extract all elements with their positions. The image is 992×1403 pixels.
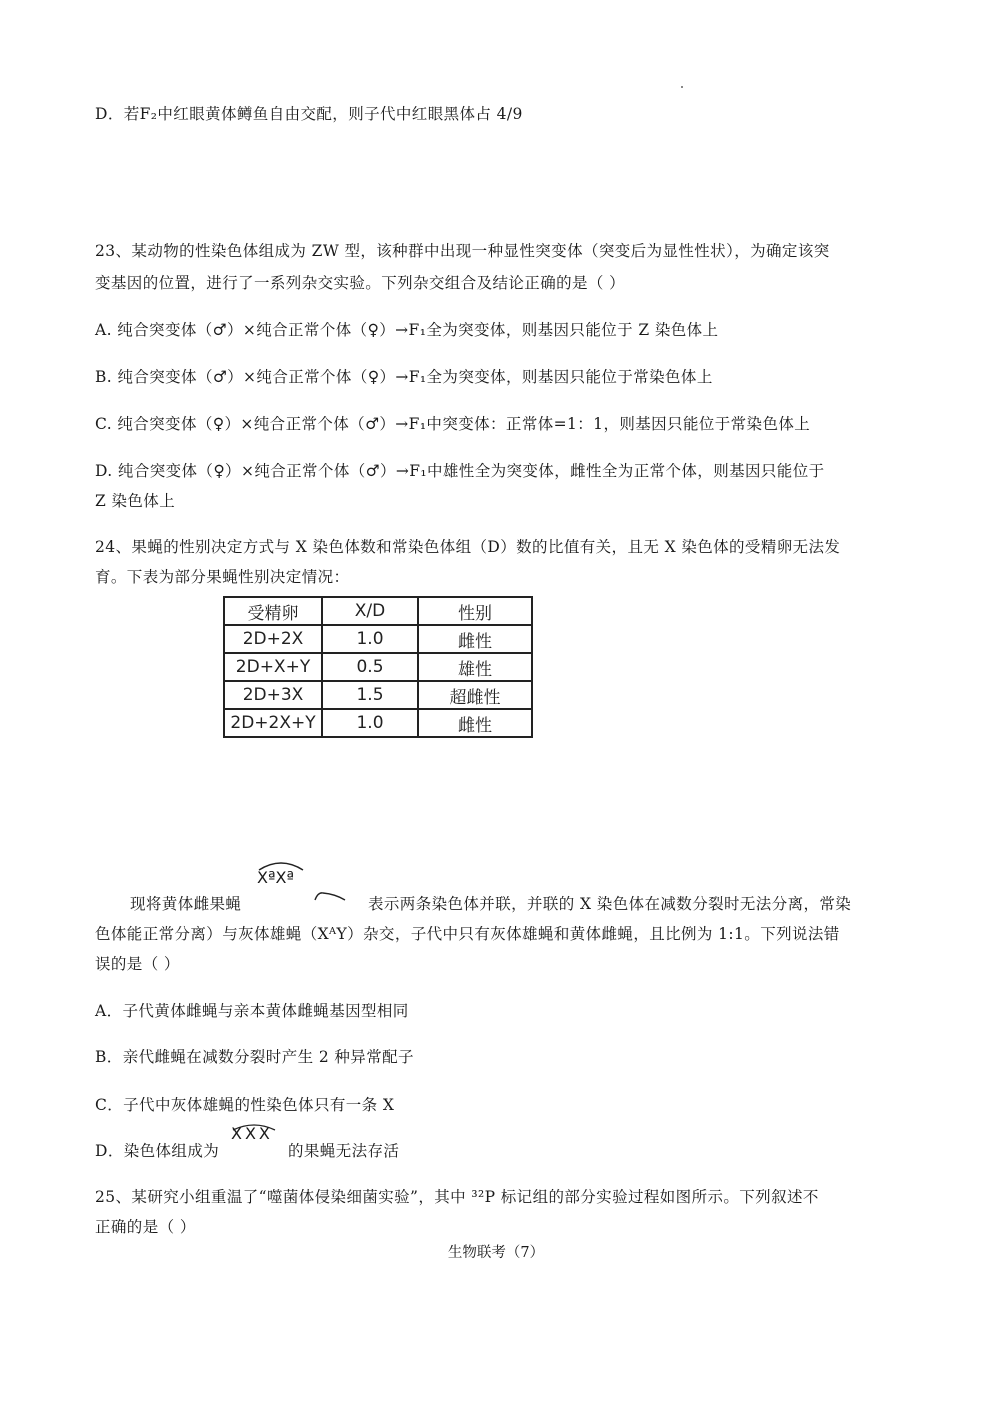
table-cell: 1.0 (322, 625, 418, 653)
q23-option-a: A. 纯合突变体（♂）×纯合正常个体（♀）→F₁全为突变体，则基因只能位于 Z 染色体上 (95, 321, 719, 339)
sex-determination-table (223, 596, 533, 738)
table-cell: 2D+3X (224, 681, 322, 709)
q24-stem-line-2: 育。下表为部分果蝇性别决定情况： (95, 568, 350, 586)
q24-paragraph-line-1b: 表示两条染色体并联，并联的 X 染色体在减数分裂时无法分离，常染 (368, 895, 852, 913)
table-header-cell: X/D (322, 597, 418, 625)
q23-option-c: C. 纯合突变体（♀）×纯合正常个体（♂）→F₁中突变体：正常体=1：1，则基因只能位于常染色体上 (95, 415, 811, 433)
q23-stem-line-2: 变基因的位置，进行了一系列杂交实验。下列杂交组合及结论正确的是（ ） (95, 274, 626, 292)
table-cell: 雄性 (418, 653, 532, 681)
triple-x-notation (230, 1122, 278, 1152)
scan-speck (681, 86, 683, 88)
q24-option-d-prefix: D．染色体组成为 (95, 1142, 220, 1160)
chrom-label: XªXª (257, 868, 294, 887)
attached-x-notation (255, 858, 307, 898)
q23-option-d-line-1: D. 纯合突变体（♀）×纯合正常个体（♂）→F₁中雄性全为突变体，雌性全为正常个体，则基因只能位于 (95, 462, 825, 480)
q25-stem-line-2: 正确的是（ ） (95, 1218, 196, 1236)
triple-x-label: XXX (231, 1124, 273, 1143)
table-cell: 0.5 (322, 653, 418, 681)
q23-stem-line-1: 23、某动物的性染色体组成为 ZW 型，该种群中出现一种显性突变体（突变后为显性性状），为确定该突 (95, 242, 830, 260)
table-row (224, 709, 532, 737)
table-row (224, 653, 532, 681)
q24-paragraph-line-1a: 现将黄体雌果蝇 (130, 895, 242, 913)
q24-paragraph-line-2: 色体能正常分离）与灰体雄蝇（XᴬY）杂交，子代中只有灰体雄蝇和黄体雌蝇，且比例为 1:1。下列说法错 (95, 925, 840, 943)
q24-option-d-suffix: 的果蝇无法存活 (288, 1142, 400, 1160)
table-header-cell: 性别 (418, 597, 532, 625)
table-row (224, 625, 532, 653)
table-header-row (224, 597, 532, 625)
q24-stem-line-1: 24、果蝇的性别决定方式与 X 染色体数和常染色体组（D）数的比值有关，且无 X 染色体的受精卵无法发 (95, 538, 841, 556)
q22-option-d: D．若F₂中红眼黄体鳟鱼自由交配，则子代中红眼黑体占 4/9 (95, 105, 523, 123)
table-row (224, 681, 532, 709)
q24-option-c: C．子代中灰体雄蝇的性染色体只有一条 X (95, 1096, 395, 1114)
curved-line-icon (313, 888, 347, 900)
page-footer: 生物联考（7） (447, 1245, 545, 1261)
table-cell: 2D+2X+Y (224, 709, 322, 737)
table-cell: 2D+2X (224, 625, 322, 653)
q23-option-d-line-2: Z 染色体上 (95, 492, 176, 510)
table-cell: 2D+X+Y (224, 653, 322, 681)
table-cell: 1.0 (322, 709, 418, 737)
table-cell: 超雌性 (418, 681, 532, 709)
q24-option-b: B．亲代雌蝇在减数分裂时产生 2 种异常配子 (95, 1048, 414, 1066)
table-cell: 1.5 (322, 681, 418, 709)
q25-stem-line-1: 25、某研究小组重温了“噬菌体侵染细菌实验”，其中 ³²P 标记组的部分实验过程如图所示。下列叙述不 (95, 1188, 819, 1206)
table-cell: 雌性 (418, 625, 532, 653)
table-header-cell: 受精卵 (224, 597, 322, 625)
table-cell: 雌性 (418, 709, 532, 737)
q23-option-b: B. 纯合突变体（♂）×纯合正常个体（♀）→F₁全为突变体，则基因只能位于常染色体上 (95, 368, 713, 386)
q24-paragraph-line-3: 误的是（ ） (95, 955, 180, 973)
q24-option-a: A．子代黄体雌蝇与亲本黄体雌蝇基因型相同 (95, 1002, 409, 1020)
